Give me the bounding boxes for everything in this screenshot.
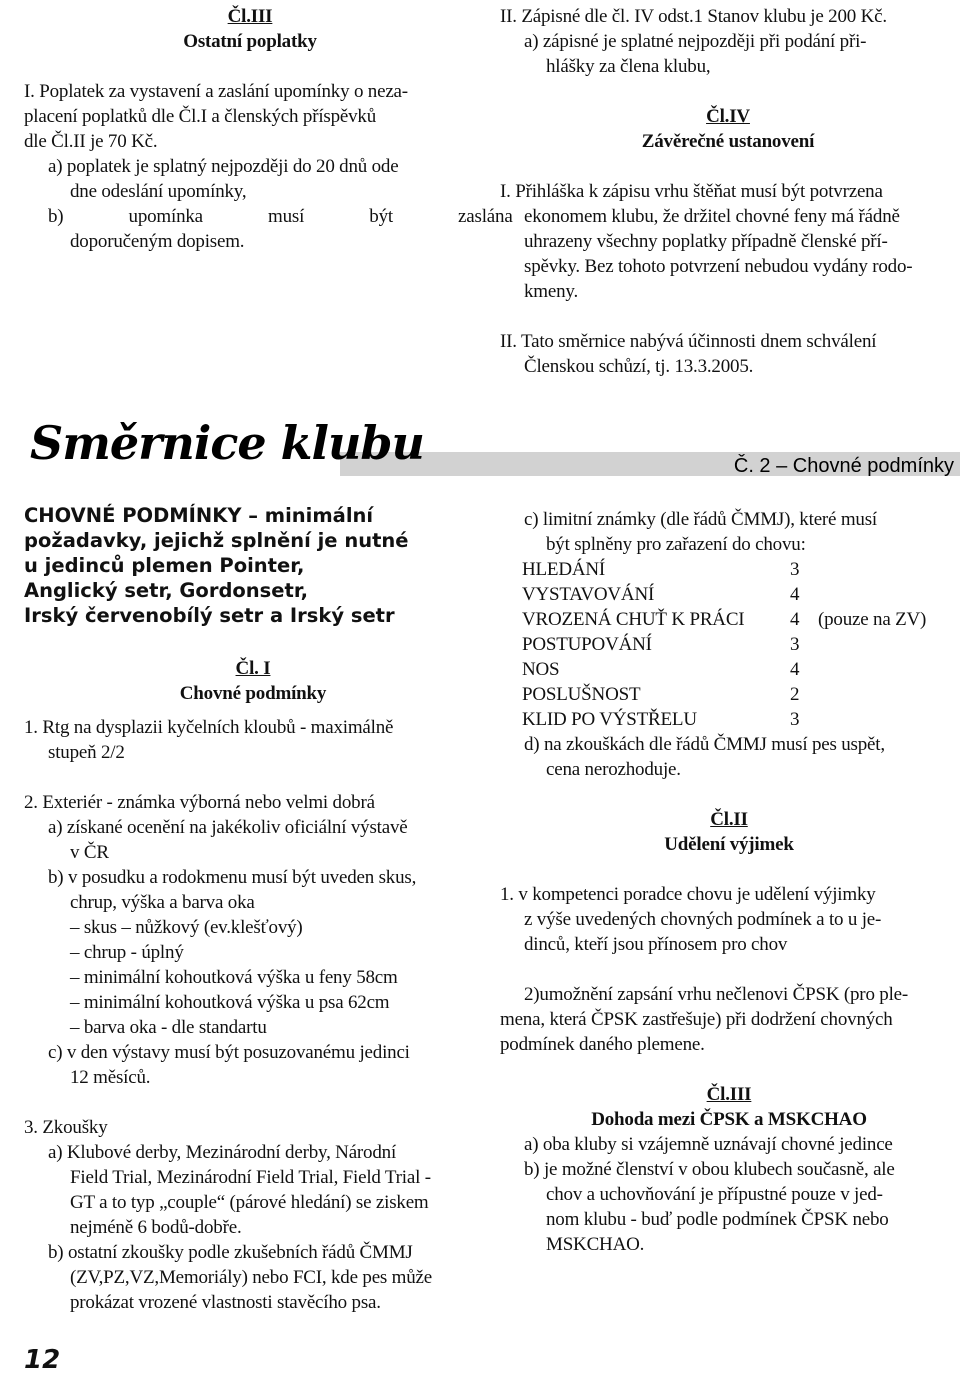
grade-value: 4 [790, 609, 800, 630]
grade-value: 3 [790, 559, 800, 580]
section-final-provisions [500, 4, 956, 379]
grade-note [810, 707, 818, 732]
text-line: I. Přihláška k zápisu vrhu štěňat musí být potvrzena [500, 181, 883, 202]
section-title: Ostatní poplatky [183, 31, 317, 52]
text-line: II. Tato směrnice nabývá účinnosti dnem schválení [500, 331, 877, 352]
section-title: Závěrečné ustanovení [641, 131, 815, 152]
list-item-cont: dne odeslání upomínky, [70, 181, 247, 202]
list-item-cont: GT a to typ „couple“ (párové hledání) se ziskem [70, 1192, 429, 1213]
grade-row [500, 632, 958, 657]
list-item: a) zápisné je splatné nejpozději při podání při- [524, 31, 867, 52]
list-item-cont: nom klubu - buď podle podmínek ČPSK nebo [546, 1209, 889, 1230]
list-item-cont: cena nerozhoduje. [546, 759, 681, 780]
grade-value: 3 [790, 709, 800, 730]
list-item-cont: chov a uchovňování je přípustné pouze v jed- [546, 1184, 883, 1205]
grade-name: KLID PO VÝSTŘELU [522, 709, 697, 730]
section-number: Čl. I [235, 658, 271, 679]
grade-note [810, 557, 818, 582]
list-item: d) na zkouškách dle řádů ČMMJ musí pes uspět, [524, 734, 885, 755]
grade-value: 3 [790, 634, 800, 655]
list-item: 1. Rtg na dysplazii kyčelních kloubů - maximálně [24, 717, 394, 738]
grade-row [500, 682, 958, 707]
list-item-cont: dinců, kteří jsou přínosem pro chov [524, 934, 788, 955]
intro-line: požadavky, jejichž splnění je nutné [24, 529, 409, 552]
list-item-cont: stupeň 2/2 [48, 742, 125, 763]
intro-line: CHOVNÉ PODMÍNKY – minimální [24, 504, 374, 527]
page-title: Směrnice klubu [30, 416, 425, 470]
list-item: b) ostatní zkoušky podle zkušebních řádů ČMMJ [48, 1242, 413, 1263]
text-line: I. Poplatek za vystavení a zaslání upomínky o neza- [24, 81, 408, 102]
list-item-cont: nejméně 6 bodů-dobře. [70, 1217, 242, 1238]
grade-name: HLEDÁNÍ [522, 559, 606, 580]
grade-name: VYSTAVOVÁNÍ [522, 584, 655, 605]
section-number: Čl.IV [706, 106, 750, 127]
list-item: c) v den výstavy musí být posuzovanému jedinci [48, 1042, 410, 1063]
dash-item: – minimální kohoutková výška u feny 58cm [70, 967, 398, 988]
grade-value: 4 [790, 659, 800, 680]
list-item: 3. Zkoušky [24, 1117, 108, 1138]
list-item: 1. v kompetenci poradce chovu je udělení výjimky [500, 884, 876, 905]
section-limit-grades [500, 507, 958, 1257]
grade-note [810, 632, 818, 657]
text-line: dle Čl.II je 70 Kč. [24, 131, 158, 152]
list-item: b) upomínka musí být zaslána [48, 206, 513, 227]
list-item: 2)umožnění zapsání vrhu nečlenovi ČPSK (pro ple- [524, 984, 909, 1005]
section-title: Udělení výjimek [664, 834, 794, 855]
grade-name: VROZENÁ CHUŤ K PRÁCI [522, 609, 745, 630]
banner-subtitle: Č. 2 – Chovné podmínky [733, 455, 954, 477]
list-item-cont: chrup, výška a barva oka [70, 892, 255, 913]
dash-item: – minimální kohoutková výška u psa 62cm [70, 992, 390, 1013]
list-item: a) získané ocenění na jakékoliv oficiální výstavě [48, 817, 408, 838]
list-item-cont: 12 měsíců. [70, 1067, 151, 1088]
list-item: b) v posudku a rodokmenu musí být uveden skus, [48, 867, 417, 888]
dash-item: – skus – nůžkový (ev.klešťový) [70, 917, 303, 938]
grade-name: NOS [522, 659, 560, 680]
text-line: placení poplatků dle Čl.I a členských příspěvků [24, 106, 377, 127]
list-item-cont: podmínek daného plemene. [500, 1034, 705, 1055]
section-number: Čl.III [706, 1084, 752, 1105]
dash-item: – barva oka - dle standartu [70, 1017, 267, 1038]
list-item-cont: hlášky za člena klubu, [546, 56, 711, 77]
grade-note: (pouze na ZV) [818, 609, 927, 630]
grade-note [810, 682, 818, 707]
grade-row [500, 557, 958, 582]
section-breeding-conditions [24, 656, 482, 1315]
text-line: uhrazeny všechny poplatky případně členské pří- [524, 231, 888, 252]
intro-line: Irský červenobílý setr a Irský setr [24, 604, 395, 627]
grade-name: POSLUŠNOST [522, 684, 641, 705]
dash-item: – chrup - úplný [70, 942, 184, 963]
list-item: a) Klubové derby, Mezinárodní derby, Národní [48, 1142, 397, 1163]
grade-note [810, 657, 818, 682]
list-item-cont: mena, která ČPSK zastřešuje) při dodržení chovných [500, 1009, 893, 1030]
grade-row [500, 582, 958, 607]
text-line: kmeny. [524, 281, 579, 302]
text-line: ekonomem klubu, že držitel chovné feny má řádně [524, 206, 900, 227]
grade-row [500, 707, 958, 732]
section-number: Čl.II [710, 809, 748, 830]
list-item: c) limitní známky (dle řádů ČMMJ), které musí [524, 509, 877, 530]
section-number: Čl.III [227, 6, 273, 27]
text-line: II. Zápisné dle čl. IV odst.1 Stanov klubu je 200 Kč. [500, 6, 887, 27]
list-item-cont: být splněny pro zařazení do chovu: [546, 534, 806, 555]
intro-line: Anglický setr, Gordonsetr, [24, 579, 308, 602]
list-item: a) oba kluby si vzájemně uznávají chovné jedince [524, 1134, 893, 1155]
intro-heading [24, 503, 444, 628]
grade-note [810, 582, 818, 607]
page-number: 12 [24, 1345, 61, 1375]
section-title: Dohoda mezi ČPSK a MSKCHAO [591, 1109, 867, 1130]
grade-name: POSTUPOVÁNÍ [522, 634, 652, 655]
list-item: a) poplatek je splatný nejpozději do 20 dnů ode [48, 156, 399, 177]
text-line: spěvky. Bez tohoto potvrzení nebudou vydány rodo- [524, 256, 913, 277]
list-item: b) je možné členství v obou klubech současně, ale [524, 1159, 895, 1180]
grade-value: 2 [790, 684, 800, 705]
grade-value: 4 [790, 584, 800, 605]
intro-line: u jedinců plemen Pointer, [24, 554, 305, 577]
list-item-cont: prokázat vrozené vlastnosti stavěcího psa. [70, 1292, 381, 1313]
grade-row [500, 657, 958, 682]
text-line: Členskou schůzí, tj. 13.3.2005. [524, 356, 754, 377]
list-item: 2. Exteriér - známka výborná nebo velmi dobrá [24, 792, 375, 813]
section-other-fees [24, 4, 513, 254]
list-item-cont: z výše uvedených chovných podmínek a to u je- [524, 909, 882, 930]
section-title: Chovné podmínky [179, 683, 327, 704]
grade-row [500, 607, 958, 632]
list-item-cont: MSKCHAO. [546, 1234, 645, 1255]
list-item-cont: doporučeným dopisem. [70, 231, 245, 252]
list-item-cont: (ZV,PZ,VZ,Memoriály) nebo FCI, kde pes může [70, 1267, 433, 1288]
list-item-cont: v ČR [70, 842, 109, 863]
list-item-cont: Field Trial, Mezinárodní Field Trial, Field Trial - [70, 1167, 431, 1188]
